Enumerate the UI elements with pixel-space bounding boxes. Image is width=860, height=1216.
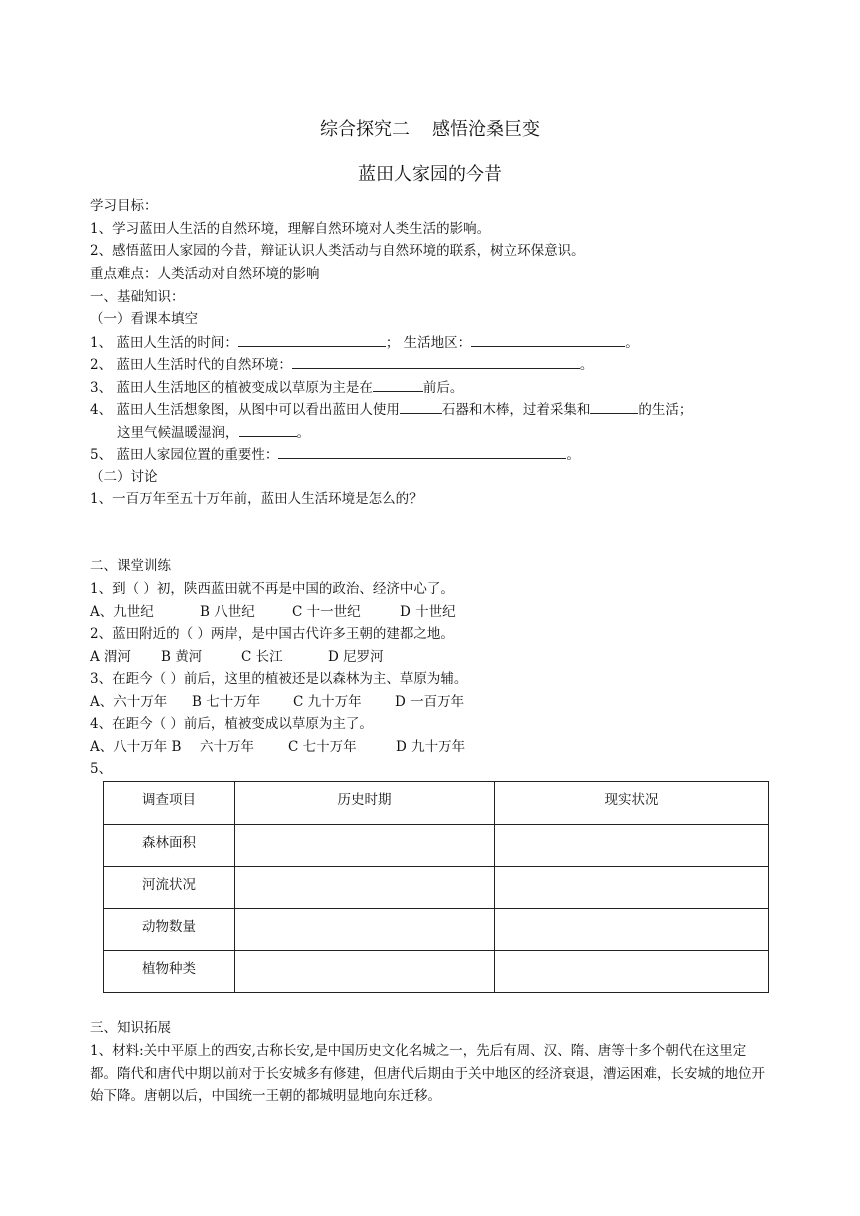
table-header-row: [104, 782, 769, 825]
fill-item-4-text-c: 的生活；: [638, 402, 693, 418]
discussion-question-1: 1、一百万年至五十万年前，蓝田人生活环境是怎么的？: [90, 491, 423, 507]
table-row: [104, 951, 769, 993]
table-answer-cell[interactable]: [495, 951, 769, 993]
main-title-part-b: 感悟沧桑巨变: [432, 119, 540, 140]
option-c: C 七十万年: [288, 739, 357, 755]
option-d: D 尼罗河: [328, 649, 384, 665]
option-d: D 一百万年: [395, 694, 465, 710]
table-row: [104, 825, 769, 867]
fill-item-1-text-c: 。: [625, 335, 639, 351]
fill-item-4-continued: [117, 423, 310, 442]
material-paragraph: 1、材料:关中平原上的西安,古称长安,是中国历史文化名城之一，先后有周、汉、隋、唐等十多个朝代在这里定都。隋代和唐代中期以前对于长安城多有修建，但唐代后期由于关中地区的经济衰退，漕运困难，长安城的地位开始下降。唐朝以后，中国统一王朝的都城明显地向东迁移。: [90, 1043, 765, 1104]
table-answer-cell[interactable]: [235, 825, 495, 867]
table-row-label: 河流状况: [104, 867, 235, 909]
table-header-cell: 调查项目: [104, 782, 235, 825]
question-4-options: [90, 738, 465, 756]
fill-item-5: [90, 445, 580, 464]
subsection-2-heading: （二）讨论: [90, 469, 158, 485]
table-header-cell: 现实状况: [495, 782, 769, 825]
main-title: [0, 115, 860, 141]
fill-item-4-text-d: 这里气候温暖湿润，: [117, 425, 239, 441]
blank-stone-tool[interactable]: [400, 400, 442, 414]
main-title-part-a: 综合探究二: [320, 119, 410, 140]
fill-item-4-text-e: 。: [296, 425, 310, 441]
goal-1: 1、学习蓝田人生活的自然环境，理解自然环境对人类生活的影响。: [90, 221, 491, 237]
table-row: [104, 909, 769, 951]
option-c: C 长江: [241, 649, 283, 665]
table-answer-cell[interactable]: [235, 909, 495, 951]
table-answer-cell[interactable]: [235, 867, 495, 909]
goal-2: 2、感悟蓝田人家园的今昔，辩证认识人类活动与自然环境的联系，树立环保意识。: [90, 243, 585, 259]
option-d: D 九十万年: [396, 739, 466, 755]
table-answer-cell[interactable]: [495, 867, 769, 909]
blank-climate[interactable]: [239, 423, 297, 437]
fill-item-4-text-a: 4、 蓝田人生活想象图，从图中可以看出蓝田人使用: [90, 402, 400, 418]
fill-item-2-text-b: 。: [579, 357, 594, 373]
option-c: C 九十万年: [293, 694, 362, 710]
fill-item-5-text-a: 5、 蓝田人家园位置的重要性：: [90, 447, 279, 463]
fill-item-1: [90, 333, 639, 352]
goals-heading: 学习目标：: [90, 198, 158, 214]
option-b: B 黄河: [161, 649, 203, 665]
question-3: 3、在距今（ ）前后，这里的植被还是以森林为主、草原为辅。: [90, 671, 468, 687]
option-b: B 八世纪: [200, 604, 255, 620]
survey-table: [103, 781, 769, 993]
fill-item-3-text-b: 前后。: [422, 380, 464, 396]
fill-item-1-text-b: ； 生活地区：: [385, 335, 472, 351]
option-b-value: 六十万年: [200, 739, 254, 755]
table-header-cell: 历史时期: [235, 782, 495, 825]
option-b: B 七十万年: [192, 694, 261, 710]
subsection-1-heading: （一）看课本填空: [90, 311, 198, 327]
table-answer-cell[interactable]: [495, 825, 769, 867]
fill-item-3: [90, 378, 463, 397]
fill-item-2: [90, 355, 593, 374]
table-answer-cell[interactable]: [495, 909, 769, 951]
option-a: A、六十万年: [90, 694, 168, 710]
question-4: 4、在距今（ ）前后，植被变成以草原为主了。: [90, 716, 373, 732]
question-1-options: [90, 603, 456, 621]
table-row-label: 森林面积: [104, 825, 235, 867]
question-5: 5、: [90, 761, 113, 777]
option-a: A 渭河: [90, 649, 132, 665]
option-a: A、九世纪: [90, 604, 154, 620]
blank-area[interactable]: [471, 333, 625, 347]
fill-item-4-text-b: 石器和木棒，过着采集和: [441, 402, 591, 418]
fill-item-5-text-b: 。: [566, 447, 580, 463]
fill-item-3-text-a: 3、 蓝田人生活地区的植被变成以草原为主是在: [90, 380, 373, 396]
fill-item-1-text-a: 1、 蓝田人生活的时间：: [90, 335, 238, 351]
table-row-label: 植物种类: [104, 951, 235, 993]
table-row: [104, 867, 769, 909]
sub-title: 蓝田人家园的今昔: [358, 164, 502, 185]
fill-item-4: [90, 400, 692, 419]
fill-item-2-text-a: 2、 蓝田人生活时代的自然环境：: [90, 357, 292, 373]
question-2-options: [90, 648, 384, 666]
key-point: 重点难点：人类活动对自然环境的影响: [90, 266, 320, 282]
question-3-options: [90, 693, 464, 711]
blank-lifestyle[interactable]: [590, 400, 638, 414]
blank-time[interactable]: [238, 333, 386, 347]
section-2-heading: 二、课堂训练: [90, 558, 171, 574]
section-1-heading: 一、基础知识：: [90, 289, 185, 305]
blank-grassland-time[interactable]: [373, 378, 423, 392]
question-1: 1、到（ ）初，陕西蓝田就不再是中国的政治、经济中心了。: [90, 581, 454, 597]
option-a-b: A、八十万年 B: [90, 739, 182, 755]
section-3-heading: 三、知识拓展: [90, 1020, 171, 1036]
blank-environment[interactable]: [292, 355, 580, 369]
blank-importance[interactable]: [278, 445, 566, 459]
option-c: C 十一世纪: [292, 604, 361, 620]
table-row-label: 动物数量: [104, 909, 235, 951]
table-answer-cell[interactable]: [235, 951, 495, 993]
option-d: D 十世纪: [400, 604, 456, 620]
question-2: 2、蓝田附近的（ ）两岸，是中国古代许多王朝的建都之地。: [90, 626, 454, 642]
